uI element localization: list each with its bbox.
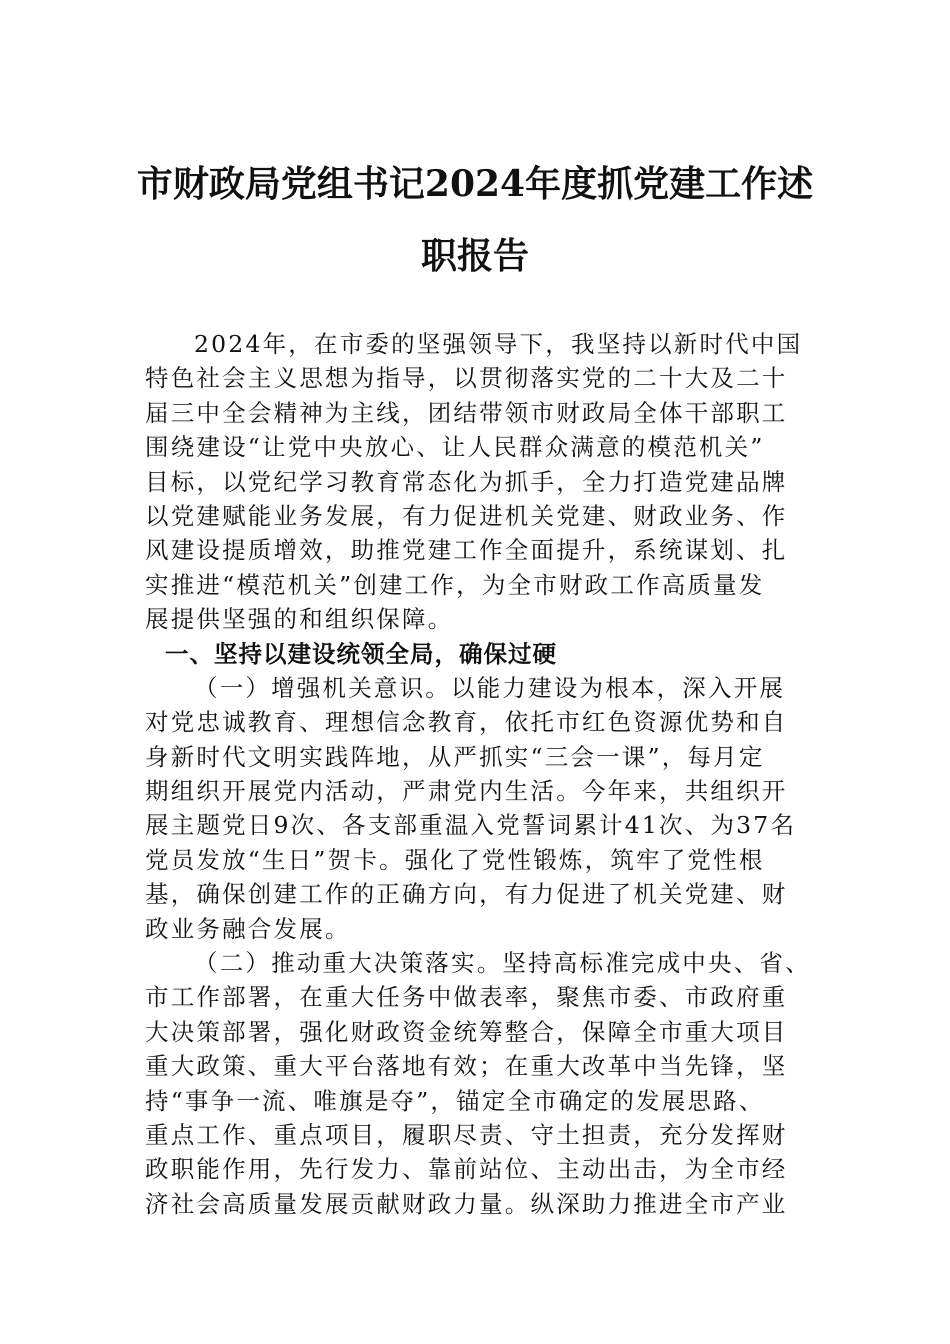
document-body [145, 327, 810, 1221]
paragraph-line: 以党建赋能业务发展，有力促进机关党建、财政业务、作 [145, 501, 788, 530]
paragraph-line: 对党忠诚教育、理想信念教育，依托市红色资源优势和自 [145, 708, 788, 737]
paragraph-line: 实推进“模范机关”创建工作，为全市财政工作高质量发 [145, 570, 765, 599]
paragraph-line: 政业务融合发展。 [145, 914, 351, 943]
section-heading: 一、坚持以建设统领全局，确保过硬 [165, 639, 557, 668]
paragraph-line: 风建设提质增效，助推党建工作全面提升，系统谋划、扎 [145, 536, 788, 565]
paragraph-line: 围绕建设“让党中央放心、让人民群众满意的模范机关” [145, 433, 765, 462]
paragraph-line: 期组织开展党内活动，严肃党内生活。今年来，共组织开 [145, 777, 788, 806]
paragraph-line: 重点工作、重点项目，履职尽责、守土担责，充分发挥财 [145, 1120, 788, 1149]
paragraph-line: 身新时代文明实践阵地，从严抓实“三会一课”，每月定 [145, 742, 765, 771]
paragraph-line: 2024年，在市委的坚强领导下，我坚持以新时代中国 [194, 330, 803, 358]
paragraph-line: 政职能作用，先行发力、靠前站位、主动出击，为全市经 [145, 1155, 788, 1184]
paragraph-line: 济社会高质量发展贡献财政力量。纵深助力推进全市产业 [145, 1189, 788, 1218]
paragraph-line: 届三中全会精神为主线，团结带领市财政局全体干部职工 [145, 398, 788, 427]
paragraph-line: （二）推动重大决策落实。坚持高标准完成中央、省、 [194, 949, 811, 978]
paragraph-line: 重大政策、重大平台落地有效；在重大改革中当先锋，坚 [145, 1052, 788, 1081]
paragraph-line: 展主题党日9次、各支部重温入党誓词累计41次、为37名 [145, 811, 797, 840]
paragraph-line: 党员发放“生日”贺卡。强化了党性锻炼，筑牢了党性根 [145, 845, 765, 874]
document-title-line-1: 市财政局党组书记2024年度抓党建工作述 [136, 163, 814, 205]
paragraph-line: 大决策部署，强化财政资金统筹整合，保障全市重大项目 [145, 1017, 788, 1046]
paragraph-line: 展提供坚强的和组织保障。 [145, 605, 454, 634]
paragraph-line: 市工作部署，在重大任务中做表率，聚焦市委、市政府重 [145, 983, 788, 1012]
paragraph-line: （一）增强机关意识。以能力建设为根本，深入开展 [194, 673, 786, 702]
paragraph-line: 目标，以党纪学习教育常态化为抓手，全力打造党建品牌 [145, 467, 788, 496]
document-title-line-2: 职报告 [420, 235, 529, 277]
paragraph-line: 持“事争一流、唯旗是夺”，锚定全市确定的发展思路、 [145, 1086, 765, 1115]
paragraph-line: 基，确保创建工作的正确方向，有力促进了机关党建、财 [145, 880, 788, 909]
paragraph-line: 特色社会主义思想为指导，以贯彻落实党的二十大及二十 [145, 364, 788, 393]
